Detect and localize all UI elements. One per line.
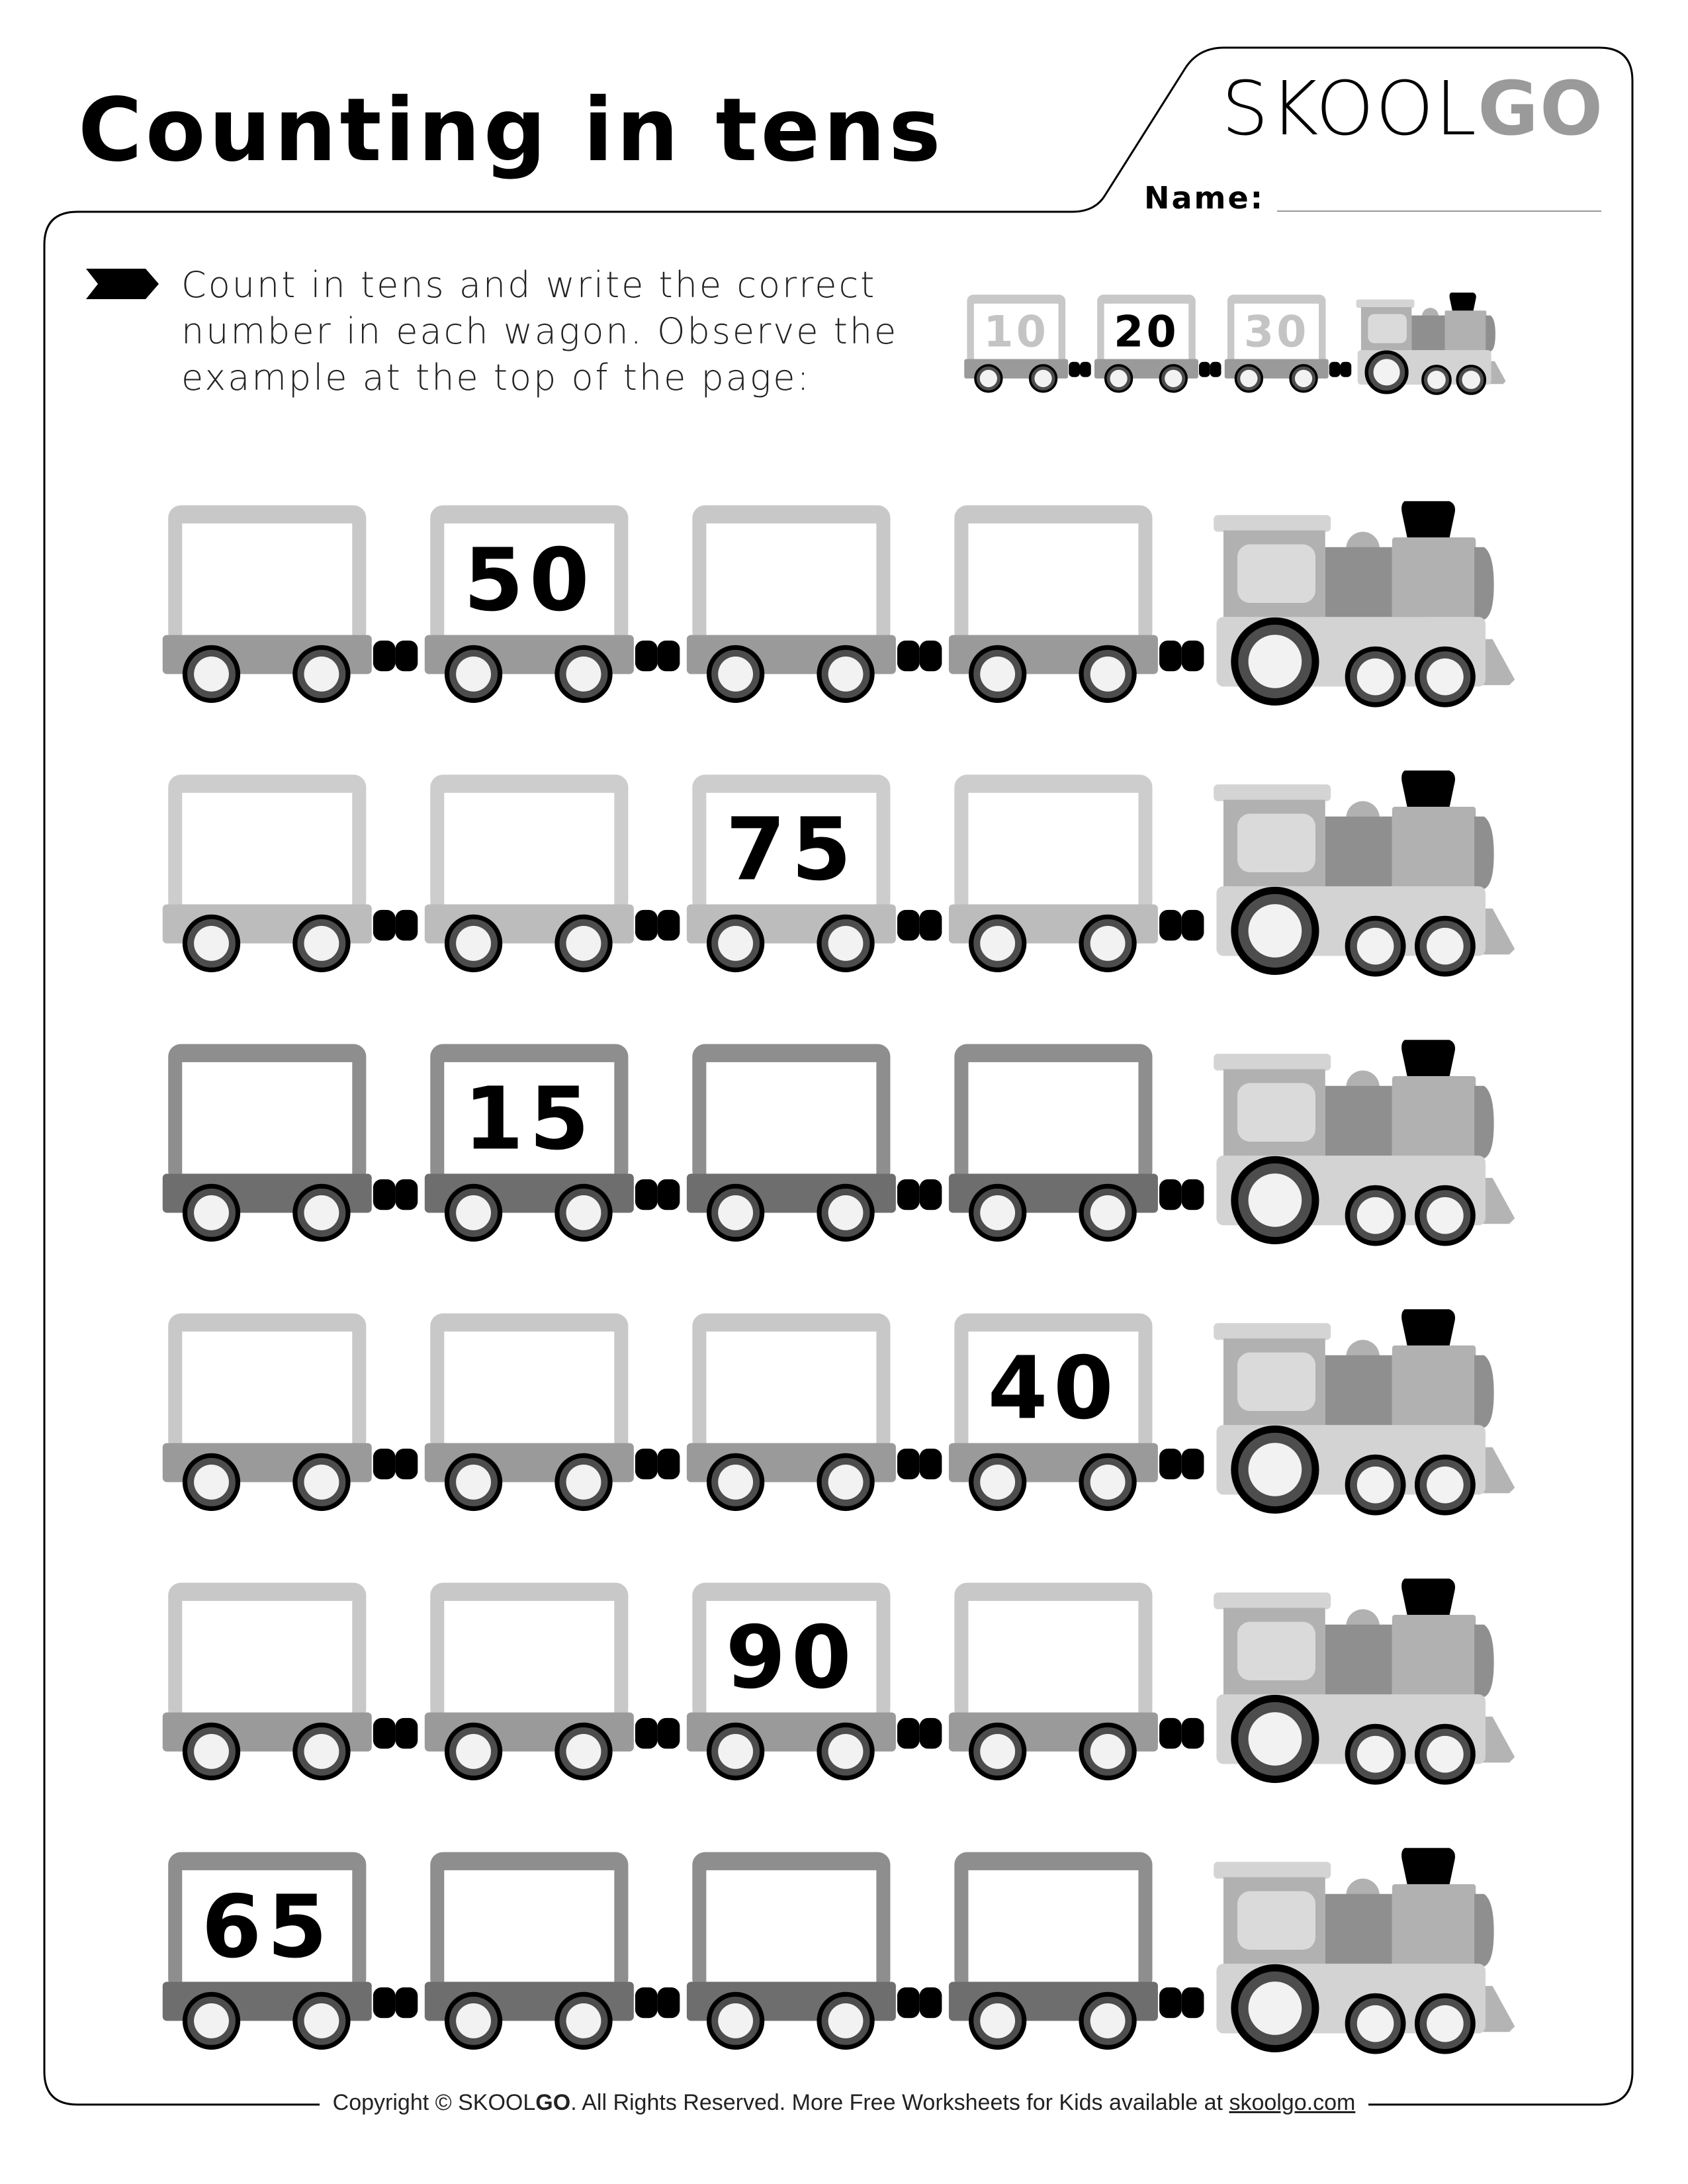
wagon bbox=[425, 1852, 634, 2048]
wheel-icon-hub bbox=[1034, 370, 1051, 387]
train-row-4 bbox=[162, 1306, 1515, 1516]
wagon bbox=[163, 1583, 372, 1778]
wheel-icon-hub bbox=[1357, 659, 1394, 696]
cowcatcher bbox=[1482, 1986, 1515, 2032]
cowcatcher bbox=[1482, 909, 1515, 955]
loco-cylinder bbox=[1474, 817, 1493, 889]
wagon-number-box bbox=[182, 1062, 352, 1174]
loco-front bbox=[1392, 1884, 1476, 1968]
coupler bbox=[635, 910, 658, 940]
wheel-icon-hub bbox=[828, 926, 864, 961]
wagon bbox=[687, 775, 896, 970]
locomotive bbox=[1214, 1578, 1515, 1782]
wagon-number-box bbox=[968, 793, 1138, 905]
wheel-icon-hub bbox=[304, 1195, 339, 1230]
loco-boiler bbox=[1325, 1086, 1392, 1159]
wheel-icon-hub bbox=[718, 657, 753, 692]
wheel-icon-hub bbox=[194, 2003, 229, 2038]
wagon-number-box bbox=[968, 523, 1138, 635]
cowcatcher bbox=[1482, 1447, 1515, 1494]
coupler bbox=[373, 1179, 396, 1210]
wagon-number-box bbox=[706, 523, 876, 635]
wagon-number-box bbox=[444, 1332, 614, 1443]
wagon bbox=[1094, 295, 1198, 392]
skoolgo-link[interactable]: skoolgo.com bbox=[1229, 2090, 1356, 2115]
wagon-number-box bbox=[706, 1062, 876, 1174]
coupler bbox=[897, 1179, 920, 1210]
loco-boiler bbox=[1325, 547, 1392, 620]
wheel-icon-hub bbox=[718, 926, 753, 961]
coupler bbox=[897, 1718, 920, 1749]
wagon-number[interactable]: 40 bbox=[987, 1338, 1120, 1439]
coupler bbox=[920, 1449, 942, 1479]
locomotive bbox=[1214, 1040, 1515, 1244]
loco-front bbox=[1392, 537, 1476, 621]
wheel-icon-hub bbox=[1090, 657, 1126, 692]
wheel-icon-hub bbox=[304, 1734, 339, 1769]
wheel-icon-hub bbox=[1427, 1197, 1464, 1234]
wagon-number-box bbox=[182, 793, 352, 905]
train-row-3 bbox=[162, 1037, 1515, 1246]
loco-boiler bbox=[1325, 1625, 1392, 1698]
loco-front bbox=[1392, 807, 1476, 890]
wagon bbox=[1225, 295, 1329, 392]
wheel-icon-hub bbox=[456, 926, 491, 961]
wheel-icon-hub bbox=[1090, 1734, 1126, 1769]
wagon-number-box bbox=[182, 1332, 352, 1443]
wheel-icon-hub bbox=[1357, 1197, 1394, 1234]
smokestack-icon bbox=[1401, 770, 1455, 808]
wagon bbox=[425, 506, 634, 701]
coupler bbox=[635, 1449, 658, 1479]
wheel-icon-hub bbox=[718, 2003, 753, 2038]
wheel-icon-hub bbox=[194, 657, 229, 692]
wagon-number[interactable]: 20 bbox=[1114, 307, 1179, 357]
example-train-group bbox=[964, 293, 1505, 394]
coupler bbox=[658, 1179, 680, 1210]
wagon-number-box bbox=[706, 1870, 876, 1982]
wagon bbox=[425, 1583, 634, 1778]
coupler bbox=[1159, 1449, 1182, 1479]
wagon bbox=[949, 1583, 1158, 1778]
coupler bbox=[1329, 362, 1341, 377]
wheel-icon-hub bbox=[304, 1465, 339, 1500]
wheel-icon-hub bbox=[566, 1465, 601, 1500]
wheel-icon-hub bbox=[1165, 370, 1182, 387]
wagon bbox=[425, 1314, 634, 1509]
loco-roof bbox=[1214, 1323, 1331, 1340]
coupler bbox=[920, 910, 942, 940]
coupler bbox=[1159, 1987, 1182, 2018]
coupler bbox=[1182, 1449, 1204, 1479]
cowcatcher bbox=[1489, 361, 1505, 385]
wheel-icon-hub bbox=[194, 1465, 229, 1500]
logo-text: SKOOL bbox=[1222, 66, 1478, 152]
coupler bbox=[1199, 362, 1210, 377]
loco-roof bbox=[1214, 784, 1331, 801]
coupler bbox=[1182, 641, 1204, 671]
wagon bbox=[687, 1852, 896, 2048]
loco-boiler bbox=[1411, 316, 1444, 351]
wagon bbox=[949, 1852, 1158, 2048]
coupler bbox=[1159, 1179, 1182, 1210]
wheel-icon-hub bbox=[1357, 2005, 1394, 2042]
train-row-6 bbox=[162, 1845, 1515, 2054]
wheel-icon-hub bbox=[1090, 2003, 1126, 2038]
wheel-icon-hub bbox=[828, 1195, 864, 1230]
loco-window bbox=[1237, 1353, 1315, 1411]
coupler bbox=[1182, 1987, 1204, 2018]
wheel-icon-hub bbox=[718, 1734, 753, 1769]
wheel-icon-hub bbox=[980, 1465, 1015, 1500]
copyright-text: Copyright © SKOOL bbox=[332, 2090, 536, 2115]
instruction-text: Count in tens and write the correct number in each wagon. Observe the example at the top of the page: bbox=[181, 264, 899, 398]
wheel-icon-hub bbox=[1357, 1736, 1394, 1773]
wheel-icon-hub bbox=[304, 2003, 339, 2038]
loco-front bbox=[1392, 1076, 1476, 1160]
wheel-icon-hub bbox=[980, 926, 1015, 961]
wagon bbox=[949, 775, 1158, 970]
train-row-1 bbox=[162, 498, 1515, 707]
logo-go: GO bbox=[1478, 66, 1605, 152]
wheel-icon-hub bbox=[980, 1734, 1015, 1769]
locomotive bbox=[1214, 1309, 1515, 1513]
wagon bbox=[425, 1044, 634, 1240]
loco-roof bbox=[1214, 1862, 1331, 1878]
loco-cylinder bbox=[1474, 1355, 1493, 1428]
example-train bbox=[963, 291, 1570, 410]
smokestack-icon bbox=[1401, 1309, 1455, 1347]
wheel-icon-hub bbox=[828, 1734, 864, 1769]
loco-window bbox=[1237, 1891, 1315, 1950]
arrow-tag-icon bbox=[86, 269, 159, 299]
coupler bbox=[920, 1179, 942, 1210]
loco-front bbox=[1445, 310, 1487, 352]
wheel-icon-hub bbox=[456, 2003, 491, 2038]
smokestack-icon bbox=[1401, 501, 1455, 539]
loco-cylinder bbox=[1474, 1086, 1493, 1159]
wheel-icon-hub bbox=[1462, 371, 1480, 389]
wagon-number-box bbox=[968, 1601, 1138, 1713]
coupler bbox=[1182, 1179, 1204, 1210]
big-wheel-icon-hub bbox=[1374, 359, 1400, 385]
coupler bbox=[1159, 1718, 1182, 1749]
wagon-number[interactable]: 10 bbox=[983, 307, 1049, 357]
coupler bbox=[897, 910, 920, 940]
wagon bbox=[949, 506, 1158, 701]
wagon bbox=[163, 1314, 372, 1509]
wagon-number-box bbox=[444, 793, 614, 905]
wheel-icon-hub bbox=[194, 926, 229, 961]
smokestack-icon bbox=[1450, 293, 1476, 311]
coupler bbox=[635, 1987, 658, 2018]
wagon bbox=[687, 1044, 896, 1240]
locomotive bbox=[1214, 770, 1515, 974]
train-row-2 bbox=[162, 768, 1515, 977]
coupler bbox=[658, 1718, 680, 1749]
coupler bbox=[373, 641, 396, 671]
loco-window bbox=[1237, 545, 1315, 603]
wheel-icon-hub bbox=[566, 1734, 601, 1769]
wheel-icon-hub bbox=[194, 1734, 229, 1769]
wheel-icon-hub bbox=[566, 926, 601, 961]
big-wheel-icon-hub bbox=[1249, 1173, 1302, 1227]
wheel-icon-hub bbox=[1090, 1465, 1126, 1500]
wagon bbox=[163, 775, 372, 970]
loco-boiler bbox=[1325, 1355, 1392, 1428]
coupler bbox=[1159, 910, 1182, 940]
wheel-icon-hub bbox=[1427, 1467, 1464, 1504]
coupler bbox=[1340, 362, 1351, 377]
coupler bbox=[1182, 1718, 1204, 1749]
loco-roof bbox=[1214, 1054, 1331, 1070]
wagon bbox=[687, 1583, 896, 1778]
wheel-icon-hub bbox=[1240, 370, 1257, 387]
loco-roof bbox=[1214, 1592, 1331, 1609]
wagon-number-box bbox=[706, 1332, 876, 1443]
page-title: Counting in tens bbox=[78, 79, 944, 181]
wheel-icon-hub bbox=[566, 2003, 601, 2038]
wheel-icon-hub bbox=[304, 926, 339, 961]
wheel-icon-hub bbox=[456, 657, 491, 692]
coupler bbox=[635, 641, 658, 671]
smokestack-icon bbox=[1401, 1040, 1455, 1077]
coupler bbox=[658, 910, 680, 940]
coupler bbox=[396, 1449, 418, 1479]
coupler bbox=[635, 1179, 658, 1210]
wagon bbox=[949, 1314, 1158, 1509]
wagon-number-box bbox=[444, 1601, 614, 1713]
footer-text: . All Rights Reserved. More Free Worksheets for Kids available at bbox=[570, 2090, 1229, 2115]
wheel-icon-hub bbox=[1295, 370, 1312, 387]
wagon bbox=[163, 1044, 372, 1240]
wheel-icon-hub bbox=[456, 1465, 491, 1500]
coupler bbox=[1080, 362, 1091, 377]
big-wheel-icon-hub bbox=[1249, 904, 1302, 958]
wheel-icon-hub bbox=[1090, 926, 1126, 961]
wagon bbox=[687, 1314, 896, 1509]
wheel-icon-hub bbox=[456, 1195, 491, 1230]
coupler bbox=[1069, 362, 1080, 377]
coupler bbox=[1210, 362, 1222, 377]
coupler bbox=[396, 1718, 418, 1749]
wagon bbox=[949, 1044, 1158, 1240]
coupler bbox=[373, 1449, 396, 1479]
train-row-5 bbox=[162, 1576, 1515, 1785]
wheel-icon-hub bbox=[1427, 2005, 1464, 2042]
coupler bbox=[373, 1987, 396, 2018]
wagon bbox=[687, 506, 896, 701]
wheel-icon-hub bbox=[1427, 1736, 1464, 1773]
coupler bbox=[1159, 641, 1182, 671]
wheel-icon-hub bbox=[1357, 1467, 1394, 1504]
footer bbox=[0, 2090, 1688, 2116]
locomotive bbox=[1214, 501, 1515, 705]
wagon bbox=[425, 775, 634, 970]
coupler bbox=[658, 641, 680, 671]
coupler bbox=[658, 1449, 680, 1479]
wagon-number[interactable]: 90 bbox=[725, 1607, 858, 1708]
wheel-icon-hub bbox=[194, 1195, 229, 1230]
coupler bbox=[920, 641, 942, 671]
coupler bbox=[897, 1449, 920, 1479]
loco-cylinder bbox=[1474, 1625, 1493, 1698]
wagon bbox=[163, 506, 372, 701]
wheel-icon-hub bbox=[1357, 928, 1394, 965]
wheel-icon-hub bbox=[718, 1195, 753, 1230]
loco-front bbox=[1392, 1345, 1476, 1429]
wagon-number-box bbox=[444, 1870, 614, 1982]
loco-window bbox=[1237, 1083, 1315, 1142]
coupler bbox=[897, 1987, 920, 2018]
name-label: Name: bbox=[1144, 180, 1265, 216]
skoolgo-logo bbox=[1222, 66, 1604, 152]
name-input-line[interactable] bbox=[1277, 210, 1601, 212]
wagon-number[interactable]: 30 bbox=[1243, 307, 1310, 357]
wheel-icon-hub bbox=[566, 1195, 601, 1230]
wheel-icon-hub bbox=[566, 657, 601, 692]
wheel-icon-hub bbox=[980, 2003, 1015, 2038]
loco-boiler bbox=[1325, 1894, 1392, 1967]
wagon-number[interactable]: 75 bbox=[725, 799, 858, 900]
coupler bbox=[396, 1987, 418, 2018]
wagon bbox=[964, 295, 1068, 392]
loco-roof bbox=[1214, 515, 1331, 531]
smokestack-icon bbox=[1401, 1848, 1455, 1886]
wheel-icon-hub bbox=[828, 657, 864, 692]
cowcatcher bbox=[1482, 639, 1515, 686]
wheel-icon-hub bbox=[1427, 659, 1464, 696]
wheel-icon-hub bbox=[980, 370, 997, 387]
coupler bbox=[920, 1718, 942, 1749]
coupler bbox=[373, 910, 396, 940]
loco-window bbox=[1237, 1622, 1315, 1680]
loco-cylinder bbox=[1474, 547, 1493, 620]
loco-cylinder bbox=[1474, 1894, 1493, 1967]
coupler bbox=[658, 1987, 680, 2018]
wagon-number-box bbox=[968, 1062, 1138, 1174]
wagon-number[interactable]: 65 bbox=[201, 1876, 333, 1978]
wagon-number[interactable]: 50 bbox=[463, 529, 596, 631]
coupler bbox=[897, 641, 920, 671]
cowcatcher bbox=[1482, 1717, 1515, 1763]
big-wheel-icon-hub bbox=[1249, 635, 1302, 688]
wheel-icon-hub bbox=[1110, 370, 1127, 387]
copyright-brand: GO bbox=[535, 2090, 571, 2115]
big-wheel-icon-hub bbox=[1249, 1443, 1302, 1496]
smokestack-icon bbox=[1401, 1578, 1455, 1616]
loco-roof bbox=[1356, 300, 1415, 308]
coupler bbox=[1182, 910, 1204, 940]
coupler bbox=[396, 641, 418, 671]
coupler bbox=[396, 910, 418, 940]
big-wheel-icon-hub bbox=[1249, 1981, 1302, 2035]
coupler bbox=[920, 1987, 942, 2018]
wheel-icon-hub bbox=[828, 2003, 864, 2038]
wagon-number[interactable]: 15 bbox=[463, 1068, 596, 1169]
loco-window bbox=[1368, 314, 1407, 343]
wagon-number-box bbox=[182, 523, 352, 635]
wheel-icon-hub bbox=[304, 657, 339, 692]
wheel-icon-hub bbox=[456, 1734, 491, 1769]
coupler bbox=[635, 1718, 658, 1749]
locomotive bbox=[1356, 293, 1506, 394]
coupler bbox=[396, 1179, 418, 1210]
wheel-icon-hub bbox=[980, 657, 1015, 692]
wheel-icon-hub bbox=[1427, 928, 1464, 965]
loco-front bbox=[1392, 1615, 1476, 1698]
wagon bbox=[163, 1852, 372, 2048]
wheel-icon-hub bbox=[980, 1195, 1015, 1230]
wheel-icon-hub bbox=[828, 1465, 864, 1500]
wagon-number-box bbox=[182, 1601, 352, 1713]
wagon-number-box bbox=[968, 1870, 1138, 1982]
loco-boiler bbox=[1325, 817, 1392, 889]
loco-window bbox=[1237, 814, 1315, 872]
wheel-icon-hub bbox=[1427, 371, 1446, 389]
wheel-icon-hub bbox=[718, 1465, 753, 1500]
big-wheel-icon-hub bbox=[1249, 1712, 1302, 1766]
loco-cylinder bbox=[1486, 316, 1495, 351]
wheel-icon-hub bbox=[1090, 1195, 1126, 1230]
coupler bbox=[373, 1718, 396, 1749]
cowcatcher bbox=[1482, 1178, 1515, 1224]
locomotive bbox=[1214, 1848, 1515, 2052]
